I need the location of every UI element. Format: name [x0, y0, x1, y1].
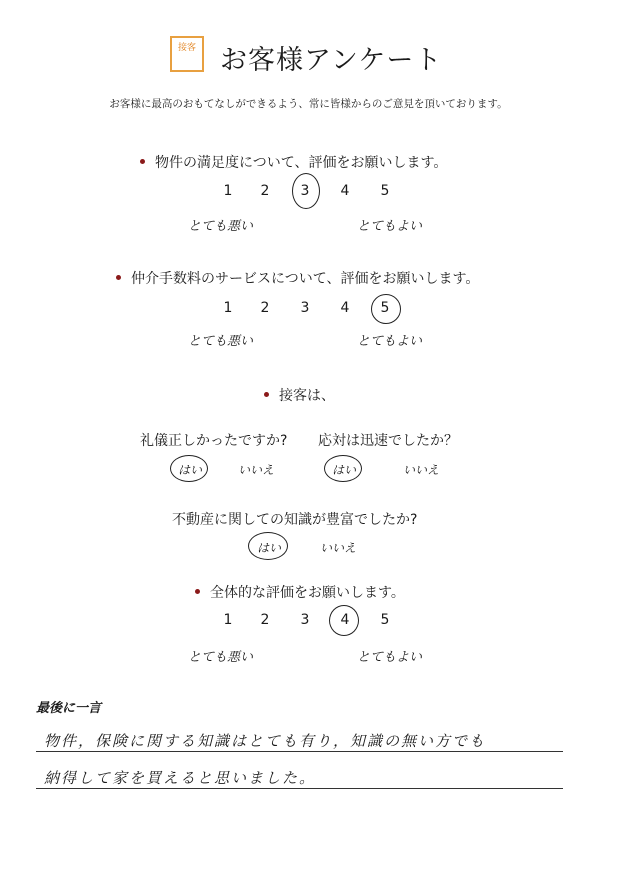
q4-answer-circle [329, 605, 359, 636]
bullet-icon [140, 159, 145, 164]
q2-option-5: 5 [380, 300, 390, 316]
q3-sub2-yes: はい [332, 463, 357, 477]
q1-option-3: 3 [300, 183, 310, 199]
q3-sub1-no: いいえ [238, 463, 275, 477]
q2-option-2: 2 [260, 300, 270, 316]
page-title: お客様アンケート [220, 45, 443, 76]
q3-sub3-no: いいえ [320, 541, 357, 555]
question-4-text: 全体的な評価をお願いします。 [210, 585, 405, 601]
bullet-icon [264, 392, 269, 397]
q3-sub3-text: 不動産に関しての知識が豊富でしたか? [172, 512, 418, 528]
final-comment-line-1: 物件，保険に関する知識はとても有り，知識の無い方でも [44, 732, 487, 750]
q3-sub2-no: いいえ [403, 463, 440, 477]
q3-sub1-answer-circle [170, 455, 208, 482]
company-logo: 接客 [170, 36, 204, 72]
q3-sub3-yes: はい [257, 541, 282, 555]
bullet-icon [116, 275, 121, 280]
q2-answer-circle [371, 294, 401, 324]
q2-high-label: とてもよい [357, 334, 423, 349]
q1-high-label: とてもよい [357, 219, 423, 234]
q3-sub2-answer-circle [324, 455, 362, 482]
q3-sub2-text: 応対は迅速でしたか？ [318, 433, 458, 449]
question-2-text: 仲介手数料のサービスについて、評価をお願いします。 [131, 271, 480, 287]
q4-option-2: 2 [260, 612, 270, 628]
question-4 [195, 582, 405, 602]
final-comment-line-2: 納得して家を買えると思いました。 [44, 769, 317, 787]
q4-option-3: 3 [300, 612, 310, 628]
intro-text: お客様に最高のおもてなしができるよう、常に皆様からのご意見を頂いております。 [109, 98, 508, 110]
q3-sub1-yes: はい [178, 463, 203, 477]
q3-sub1-text: 礼儀正しかったですか? [140, 433, 288, 449]
comment-rule-1 [36, 751, 563, 752]
q1-option-2: 2 [260, 183, 270, 199]
q4-option-4: 4 [340, 612, 350, 628]
comment-rule-2 [36, 788, 563, 789]
question-1-text: 物件の満足度について、評価をお願いします。 [155, 155, 448, 171]
final-comment-label: 最後に一言 [36, 701, 102, 716]
q2-option-3: 3 [300, 300, 310, 316]
q4-option-5: 5 [380, 612, 390, 628]
bullet-icon [195, 589, 200, 594]
q2-low-label: とても悪い [188, 334, 254, 349]
question-3 [264, 385, 335, 405]
q2-option-1: 1 [223, 300, 233, 316]
question-1 [140, 152, 447, 172]
q1-answer-circle [292, 173, 320, 209]
question-2 [116, 268, 479, 288]
q1-option-4: 4 [340, 183, 350, 199]
q4-high-label: とてもよい [357, 650, 423, 665]
question-3-text: 接客は、 [279, 388, 335, 404]
q1-low-label: とても悪い [188, 219, 254, 234]
q3-sub3-answer-circle [248, 532, 288, 560]
q2-option-4: 4 [340, 300, 350, 316]
q1-option-5: 5 [380, 183, 390, 199]
q4-option-1: 1 [223, 612, 233, 628]
q1-option-1: 1 [223, 183, 233, 199]
q4-low-label: とても悪い [188, 650, 254, 665]
